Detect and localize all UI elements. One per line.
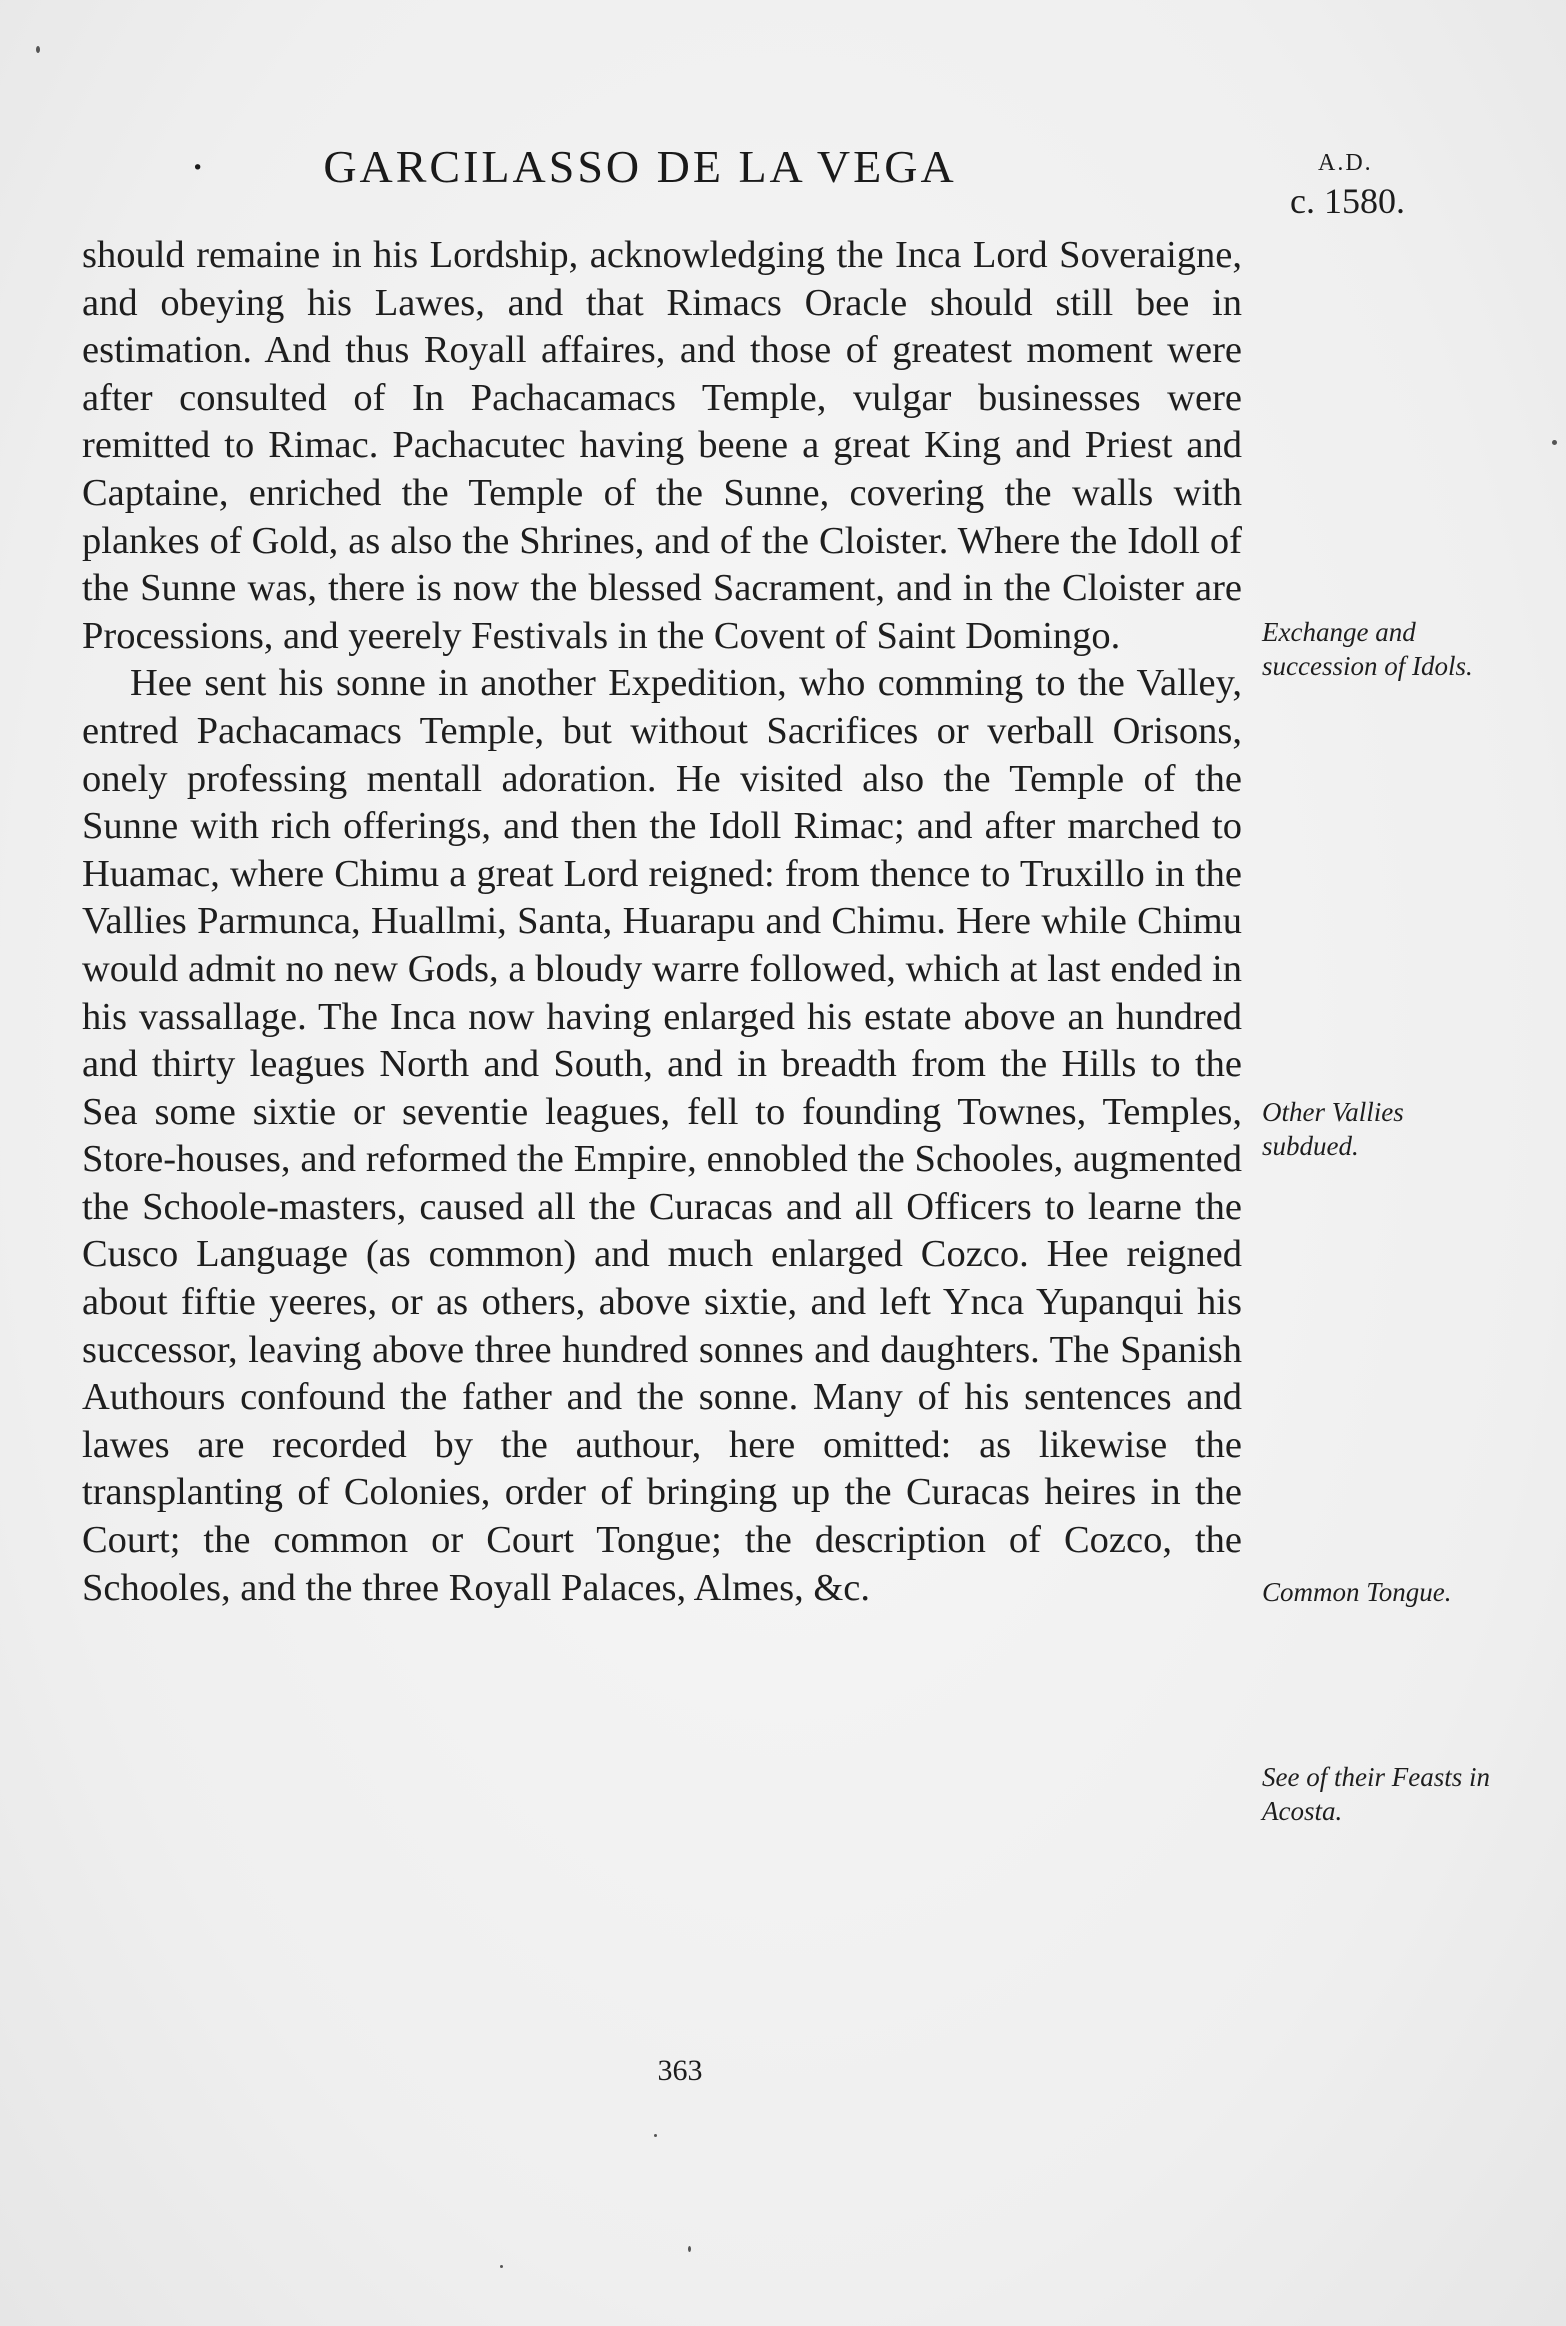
margin-note-feasts-acosta: See of their Feasts in Acosta. (1262, 1762, 1490, 1826)
page-number: 363 (657, 2054, 703, 2087)
margin-note-exchange-of-idols: Exchange and succession of Idols. (1262, 617, 1473, 681)
date-year: c. 1580. (1290, 181, 1405, 221)
body-text (82, 232, 1242, 1612)
date-era-label: A.D. (1318, 150, 1373, 176)
print-speck (1552, 440, 1557, 445)
print-speck (654, 2134, 657, 2137)
margin-note-common-tongue: Common Tongue. (1262, 1577, 1452, 1607)
margin-note-other-vallies: Other Vallies subdued. (1262, 1097, 1404, 1161)
paragraph-1: should remaine in his Lordship, acknowledging the Inca Lord Soveraigne, and obeying his Lawes, and that Rimacs Oracle should still bee in estimation. And thus Royall affaires, and those of greatest moment were after consulted of In Pachacamacs Temple, vulgar businesses were remitted to Rimac. Pachacutec having beene a great King and Priest and Captaine, enriched the Temple of the Sunne, covering the walls with plankes of Gold, as also the Shrines, and of the Cloister. Where the Idoll of the Sunne was, there is now the blessed Sacrament, and in the Cloister are Processions, and yeerely Festivals in the Covent of Saint Domingo. (82, 234, 1242, 657)
print-speck (500, 2265, 503, 2268)
print-speck (688, 2246, 691, 2252)
running-head (190, 140, 1090, 193)
paragraph-2: Hee sent his sonne in another Expedition, who comming to the Valley, entred Pachacamacs Temple, but without Sacrifices or verball Orisons, onely professing mentall adoration. He visited also the Temple of the Sunne with rich offerings, and then the Idoll Rimac; and after marched to Huamac, where Chimu a great Lord reigned: from thence to Truxillo in the Vallies Parmunca, Huallmi, Santa, Huarapu and Chimu. Here while Chimu would admit no new Gods, a bloudy warre followed, which at last ended in his vassallage. The Inca now having enlarged his estate above an hundred and thirty leagues North and South, and in breadth from the Hills to the Sea some sixtie or seventie leagues, fell to founding Townes, Temples, Store-houses, and reformed the Empire, ennobled the Schooles, augmented the Schoole-masters, caused all the Curacas and all Officers to learne the Cusco Language (as common) and much enlarged Cozco. Hee reigned about fiftie yeeres, or as others, above sixtie, and left Ynca Yupanqui his successor, leaving above three hundred sonnes and daughters. The Spanish Authours confound the father and the sonne. Many of his sentences and lawes are recorded by the authour, here omitted: as likewise the transplanting of Colonies, order of bringing up the Curacas heires in the Court; the common or Court Tongue; the description of Cozco, the Schooles, and the three Royall Palaces, Almes, &c. (82, 662, 1242, 1609)
header-ornament: · (190, 141, 209, 192)
print-speck (36, 46, 40, 53)
page-title: GARCILASSO DE LA VEGA (323, 141, 957, 192)
